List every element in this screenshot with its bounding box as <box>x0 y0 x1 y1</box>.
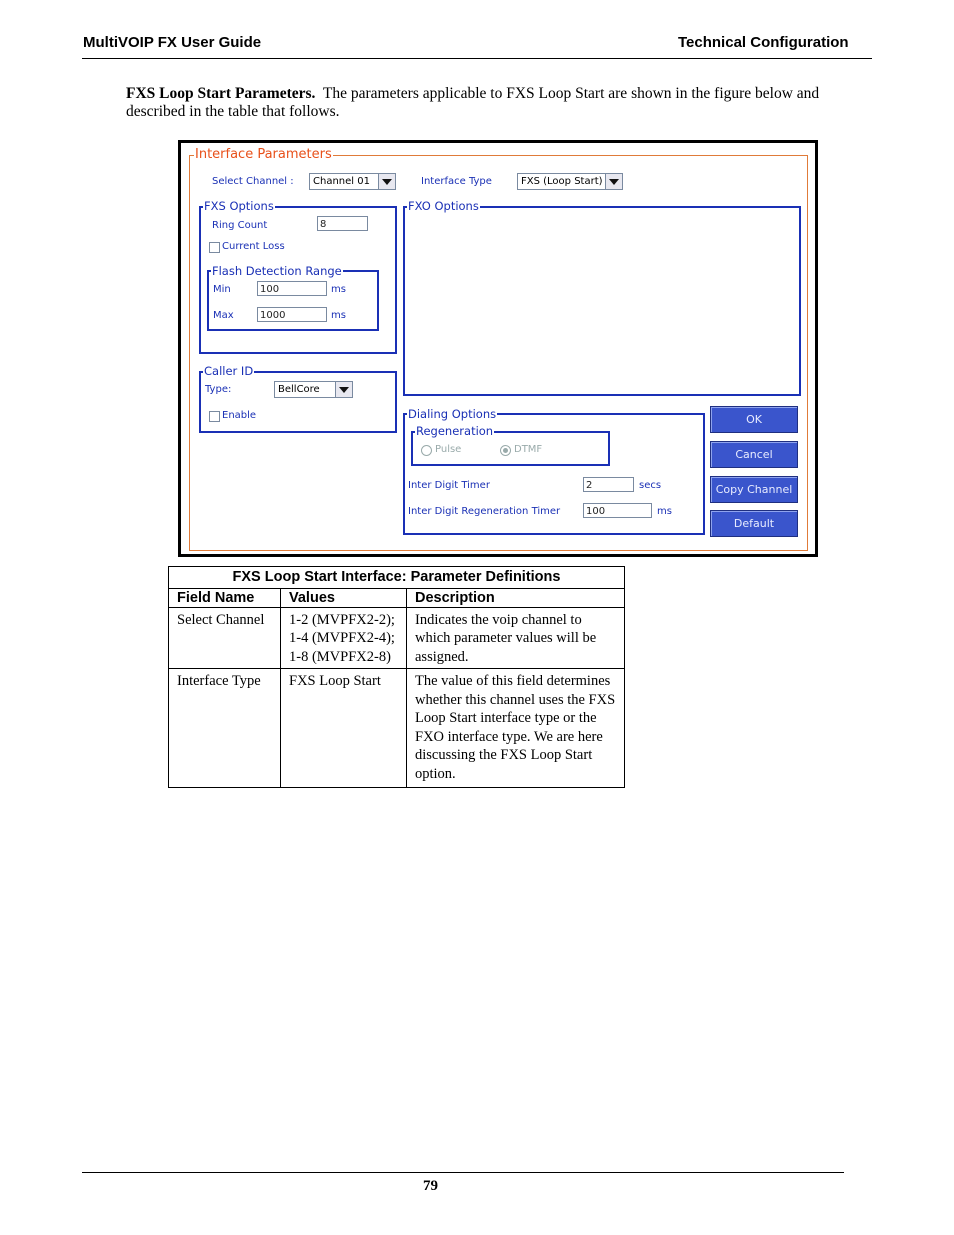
flash-min-input[interactable]: 100 <box>257 281 327 296</box>
flash-max-input[interactable]: 1000 <box>257 307 327 322</box>
field-name-cell: Select Channel <box>169 607 281 669</box>
caller-id-type-value: BellCore <box>278 384 320 395</box>
column-header-field-name: Field Name <box>169 588 281 607</box>
flash-max-label: Max <box>213 310 234 321</box>
value-line: 1-4 (MVPFX2-4); <box>289 630 395 646</box>
table-header-row <box>169 588 625 607</box>
table-row <box>169 607 625 669</box>
flash-max-unit: ms <box>331 310 346 321</box>
value-line: FXS Loop Start <box>289 673 381 689</box>
pulse-radio[interactable] <box>421 445 432 456</box>
header-rule <box>82 58 872 59</box>
intro-paragraph <box>126 85 856 121</box>
pulse-label: Pulse <box>435 444 462 455</box>
copy-channel-button[interactable]: Copy Channel <box>710 476 798 503</box>
interface-type-value: FXS (Loop Start) <box>521 176 603 187</box>
interface-parameters-screenshot <box>178 140 818 557</box>
caller-id-type-dropdown[interactable] <box>274 381 353 398</box>
fxo-options-title: FXO Options <box>408 199 479 213</box>
caller-id-title: Caller ID <box>204 364 254 378</box>
intro-heading: FXS Loop Start Parameters. <box>126 85 316 102</box>
regen-timer-input[interactable]: 100 <box>583 503 652 518</box>
caller-id-type-label: Type: <box>205 384 232 395</box>
value-line: 1-2 (MVPFX2-2); <box>289 611 395 628</box>
cancel-button[interactable]: Cancel <box>710 441 798 468</box>
regeneration-title: Regeneration <box>416 424 494 438</box>
inter-digit-timer-label: Inter Digit Timer <box>408 480 490 491</box>
fxo-options-group <box>403 206 801 396</box>
dtmf-label: DTMF <box>514 444 543 455</box>
description-cell: The value of this field determines whether this channel uses the FXS Loop Start interface type or the FXO interface type. We are here discussing the FXS Loop Start option. <box>407 669 625 788</box>
select-channel-dropdown[interactable] <box>309 173 396 190</box>
regen-timer-unit: ms <box>657 506 672 517</box>
column-header-description: Description <box>407 588 625 607</box>
footer-rule <box>82 1172 844 1173</box>
inter-digit-timer-unit: secs <box>639 480 662 491</box>
interface-type-dropdown[interactable] <box>517 173 623 190</box>
interface-parameters-title: Interface Parameters <box>195 147 332 162</box>
flash-min-label: Min <box>213 284 231 295</box>
header-doc-title: MultiVOIP FX User Guide <box>83 34 262 51</box>
ok-button[interactable]: OK <box>710 406 798 433</box>
dtmf-radio[interactable] <box>500 445 511 456</box>
ring-count-input[interactable]: 8 <box>317 216 368 231</box>
values-cell <box>281 607 407 669</box>
current-loss-label: Current Loss <box>222 241 285 252</box>
flash-detection-title: Flash Detection Range <box>212 264 342 278</box>
interface-type-label: Interface Type <box>421 176 492 187</box>
parameter-definitions-table <box>168 566 625 788</box>
fxs-options-title: FXS Options <box>204 199 274 213</box>
chevron-down-icon[interactable] <box>378 174 395 189</box>
table-row <box>169 669 625 788</box>
value-line: 1-8 (MVPFX2-8) <box>289 648 391 665</box>
caller-id-enable-label: Enable <box>222 410 257 421</box>
description-cell: Indicates the voip channel to which parameter values will be assigned. <box>407 607 625 669</box>
caller-id-enable-checkbox[interactable] <box>209 411 220 422</box>
column-header-values: Values <box>281 588 407 607</box>
chevron-down-icon[interactable] <box>335 382 352 397</box>
intro-text: The parameters applicable to FXS Loop Start are shown in the figure below and described in the table that follows. <box>126 85 820 120</box>
select-channel-value: Channel 01 <box>313 176 370 187</box>
select-channel-label: Select Channel : <box>212 176 294 187</box>
default-button[interactable]: Default <box>710 510 798 537</box>
table-caption: FXS Loop Start Interface: Parameter Definitions <box>169 567 625 589</box>
dialing-options-title: Dialing Options <box>408 407 497 421</box>
values-cell <box>281 669 407 788</box>
field-name-cell: Interface Type <box>169 669 281 788</box>
current-loss-checkbox[interactable] <box>209 242 220 253</box>
regen-timer-label: Inter Digit Regeneration Timer <box>408 506 561 517</box>
inter-digit-timer-input[interactable]: 2 <box>583 477 634 492</box>
flash-min-unit: ms <box>331 284 346 295</box>
ring-count-label: Ring Count <box>212 220 268 231</box>
chevron-down-icon[interactable] <box>605 174 622 189</box>
header-section-title: Technical Configuration <box>678 34 849 51</box>
page-number: 79 <box>423 1178 438 1194</box>
